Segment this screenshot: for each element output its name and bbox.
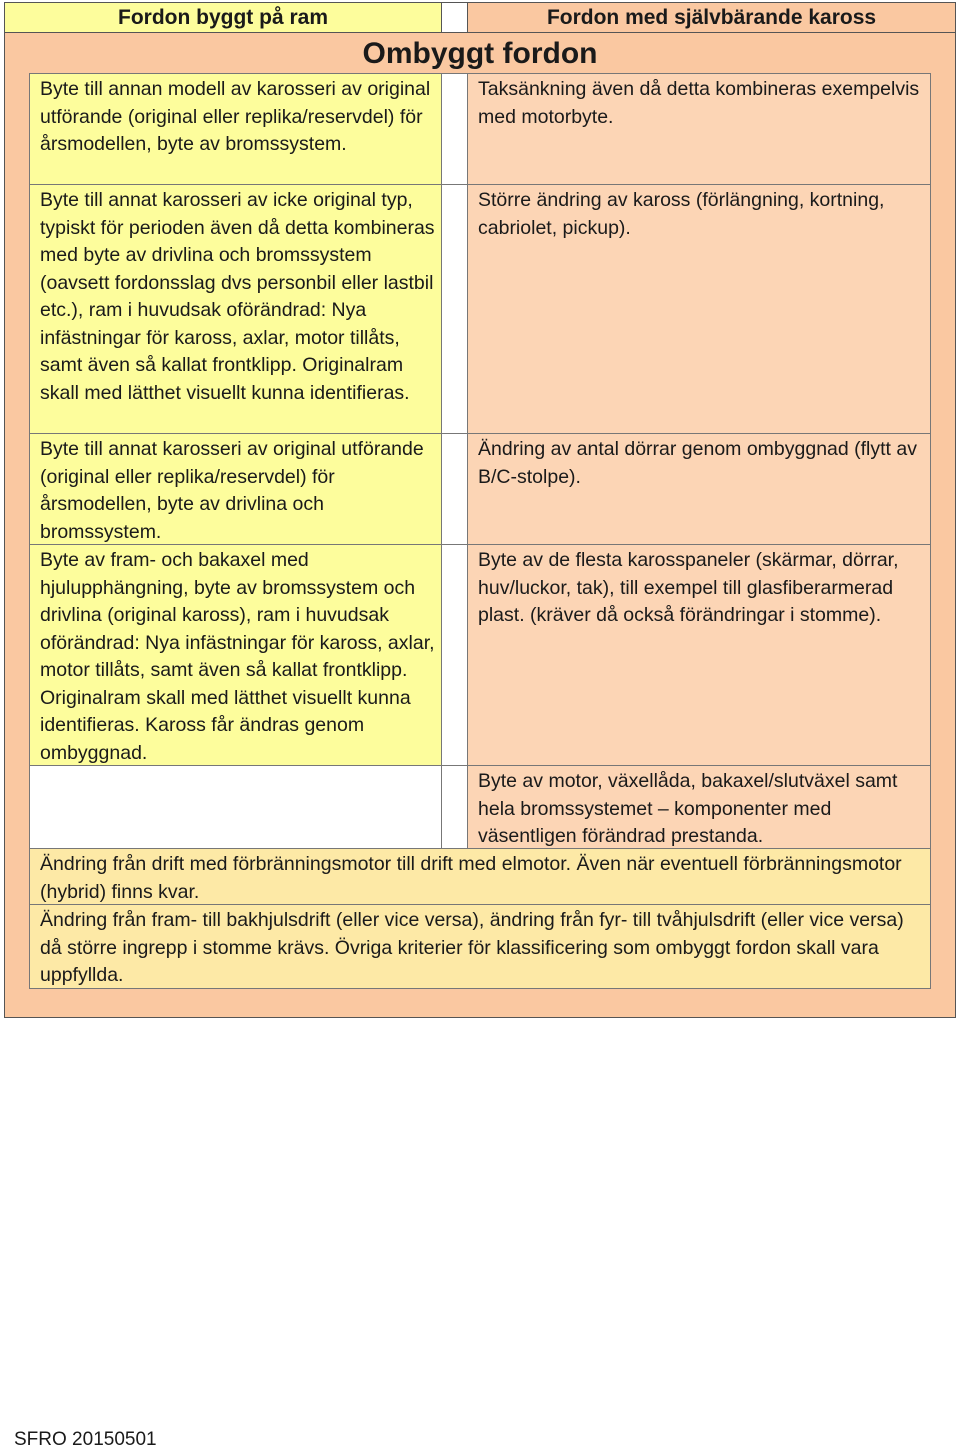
table-cell-gap-1 xyxy=(441,73,468,185)
table-row-wide-1: Ändring från drift med förbränningsmotor till drift med elmotor. Även när eventuell förbränningsmotor (hybrid) finns kvar. xyxy=(29,848,931,905)
header-unibody-vehicles: Fordon med självbärande kaross xyxy=(467,2,956,33)
table-cell-right-4: Byte av de flesta karosspaneler (skärmar, dörrar, huv/luckor, tak), till exempel till glasfiberarmerad plast. (kräver då också förändringar i stomme). xyxy=(467,544,931,766)
table-cell-left-5 xyxy=(29,765,442,849)
table-cell-left-3: Byte till annat karosseri av original utförande (original eller replika/reservdel) för årsmodellen, byte av drivlina och bromssystem. xyxy=(29,433,442,545)
table-cell-right-3: Ändring av antal dörrar genom ombyggnad (flytt av B/C-stolpe). xyxy=(467,433,931,545)
header-gap-cell xyxy=(441,2,468,33)
table-cell-left-4: Byte av fram- och bakaxel med hjulupphängning, byte av bromssystem och drivlina (original kaross), ram i huvudsak oförändrad: Nya infästningar för kaross, axlar, motor tillåts, samt även så kallat frontklipp. Originalram skall med lätthet visuellt kunna identifieras. Kaross får ändras genom ombyggnad. xyxy=(29,544,442,766)
table-cell-gap-3 xyxy=(441,433,468,545)
table-cell-right-2: Större ändring av kaross (förlängning, kortning, cabriolet, pickup). xyxy=(467,184,931,434)
header-frame-vehicles: Fordon byggt på ram xyxy=(4,2,442,33)
table-cell-gap-4 xyxy=(441,544,468,766)
document-footer: SFRO 20150501 xyxy=(14,1429,157,1450)
table-cell-left-2: Byte till annat karosseri av icke original typ, typiskt för perioden även då detta kombineras med byte av drivlina och bromssystem (oavsett fordonsslag dvs personbil eller lastbil etc.), ram i huvudsak oförändrad: Nya infästningar för kaross, axlar, motor tillåts, samt även så kallat frontklipp. Originalram skall med lätthet visuellt kunna identifieras. xyxy=(29,184,442,434)
table-cell-right-5: Byte av motor, växellåda, bakaxel/slutväxel samt hela bromssystemet – komponenter med väsentligen förändrad prestanda. xyxy=(467,765,931,849)
table-cell-gap-5 xyxy=(441,765,468,849)
page-title: Ombyggt fordon xyxy=(362,37,598,70)
table-cell-left-1: Byte till annan modell av karosseri av original utförande (original eller replika/reservdel) för årsmodellen, byte av bromssystem. xyxy=(29,73,442,185)
table-cell-right-1: Taksänkning även då detta kombineras exempelvis med motorbyte. xyxy=(467,73,931,185)
table-cell-gap-2 xyxy=(441,184,468,434)
table-row-wide-2: Ändring från fram- till bakhjulsdrift (eller vice versa), ändring från fyr- till tvåhjulsdrift (eller vice versa) då större ingrepp i stomme krävs. Övriga kriterier för klassificering som ombyggt fordon skall vara uppfyllda. xyxy=(29,904,931,989)
